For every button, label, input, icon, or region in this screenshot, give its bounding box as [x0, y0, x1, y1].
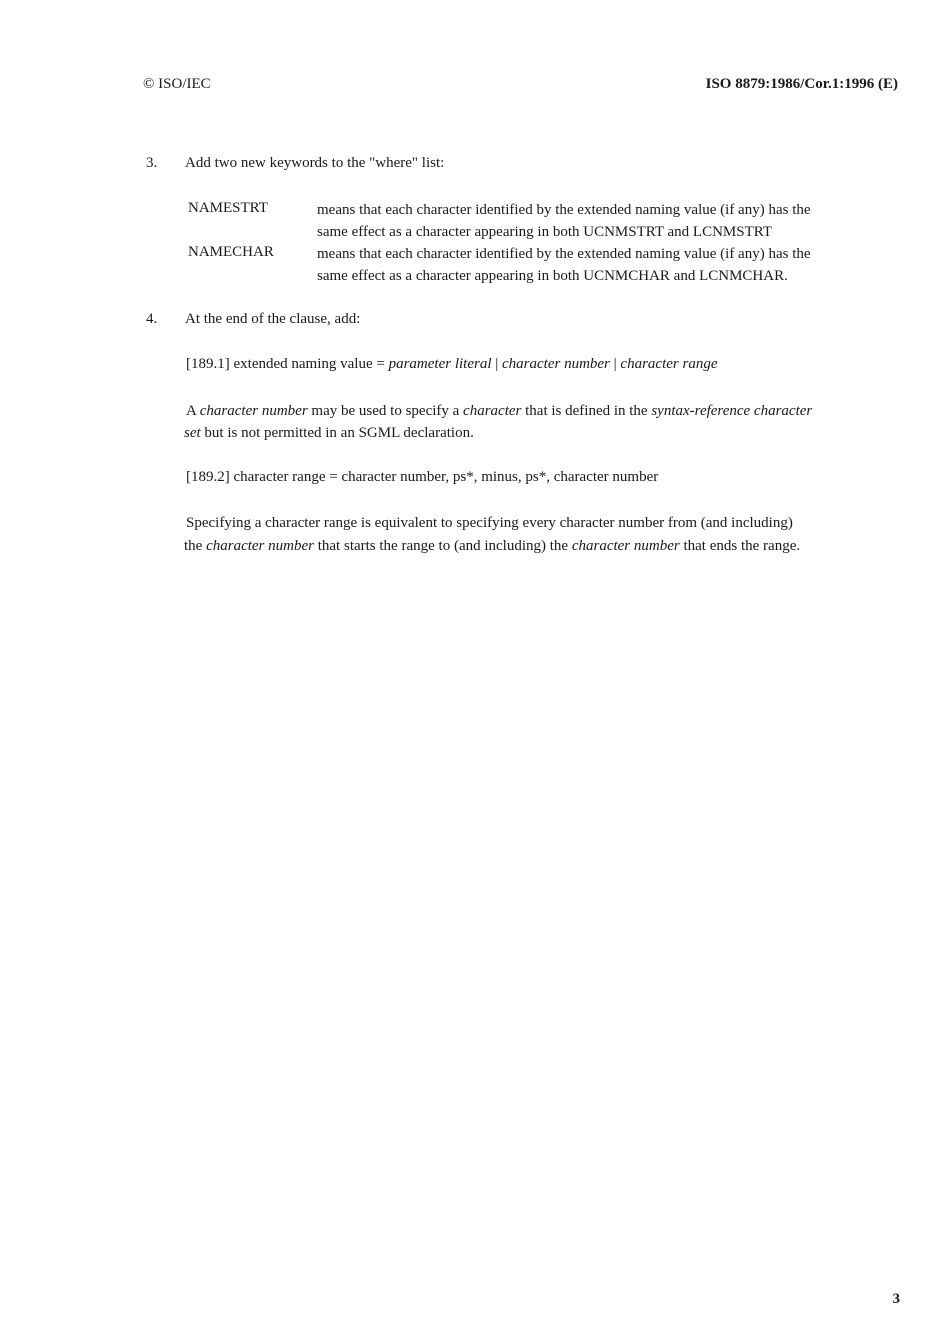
italic-term: character number: [571, 538, 680, 554]
rule-separator: |: [609, 356, 621, 372]
definition-line: means that each character identified by the extended naming value (if any) has the: [317, 202, 811, 218]
definition-line: same effect as a character appearing in both UCNMCHAR and LCNMCHAR.: [317, 268, 788, 284]
text-run: may be used to specify a: [307, 403, 464, 419]
item-number: 4.: [146, 311, 158, 327]
text-run: A: [186, 403, 200, 419]
page-number: 3: [892, 1291, 900, 1307]
text-run: the: [184, 538, 207, 554]
italic-term: character number: [199, 403, 308, 419]
header-document-id: ISO 8879:1986/Cor.1:1996 (E): [705, 76, 898, 92]
text-run: but is not permitted in an SGML declaration.: [200, 425, 474, 441]
production-rule-189-1: [186, 353, 856, 375]
definition-line: same effect as a character appearing in both UCNMSTRT and LCNMSTRT: [317, 224, 773, 240]
rule-term: parameter literal: [388, 356, 492, 372]
text-run: that is defined in the: [521, 403, 652, 419]
paragraph-character-number: [186, 400, 854, 422]
italic-term: character: [463, 403, 522, 419]
text-run: that starts the range to (and including) the: [313, 538, 572, 554]
italic-term: character number: [206, 538, 314, 554]
header-copyright: © ISO/IEC: [143, 76, 211, 92]
paragraph-character-range-line: Specifying a character range is equivalent to specifying every character number from (and including): [186, 515, 793, 531]
rule-separator: |: [491, 356, 502, 372]
text-run: that ends the range.: [679, 538, 801, 554]
rule-term: character range: [620, 356, 718, 372]
definition-line: means that each character identified by the extended naming value (if any) has the: [317, 246, 811, 262]
item-text: Add two new keywords to the "where" list:: [185, 155, 445, 171]
italic-term: set: [184, 425, 201, 441]
definition-term: NAMESTRT: [188, 200, 268, 216]
paragraph-character-range-cont: [184, 535, 854, 557]
production-rule-189-2: [189.2] character range = character number, ps*, minus, ps*, character number: [186, 469, 659, 485]
rule-prefix: [189.1] extended naming value =: [186, 356, 389, 372]
italic-term: syntax-reference character: [651, 403, 813, 419]
item-number: 3.: [146, 155, 158, 171]
rule-term: character number: [502, 356, 610, 372]
definition-term: NAMECHAR: [188, 244, 274, 260]
item-text: At the end of the clause, add:: [185, 311, 361, 327]
paragraph-character-number-cont: [184, 422, 854, 444]
